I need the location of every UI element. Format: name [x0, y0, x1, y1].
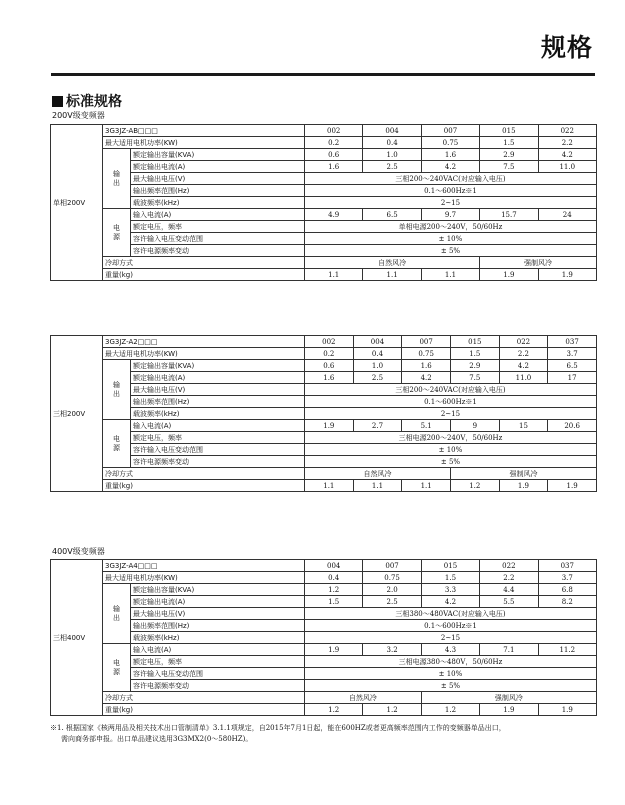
model-code: 015	[450, 336, 499, 348]
out-cur-value: 4.2	[402, 372, 451, 384]
model-code: 022	[499, 336, 548, 348]
table-row	[51, 668, 597, 680]
page-title: 规格	[540, 33, 593, 62]
section-title: 标准规格	[66, 94, 122, 110]
out-cap-value: 1.2	[305, 584, 363, 596]
table-row	[51, 656, 597, 668]
table-row	[51, 456, 597, 468]
max-volt-label: 最大输出电压(V)	[131, 384, 305, 396]
table-row	[51, 480, 597, 492]
in-cur-value: 4.3	[421, 644, 479, 656]
table-3-group-title: 400V级变频器	[52, 547, 105, 556]
table-row	[51, 348, 597, 360]
table-row	[51, 396, 597, 408]
volt-tol-value: ± 10%	[305, 668, 597, 680]
weight-value: 1.1	[305, 480, 354, 492]
model-code: 002	[305, 336, 354, 348]
weight-value: 1.9	[538, 269, 596, 281]
freq-tol-label: 容许电源频率变动	[131, 245, 305, 257]
model-code: 007	[363, 560, 421, 572]
in-cur-value: 15	[499, 420, 548, 432]
in-cur-value: 9.7	[421, 209, 479, 221]
out-cap-value: 0.6	[305, 149, 363, 161]
output-group-label: 输出	[103, 360, 131, 420]
freq-range-value: 0.1～600Hz※1	[305, 620, 597, 632]
volt-tol-value: ± 10%	[305, 233, 597, 245]
table-row	[51, 632, 597, 644]
model-code: 002	[305, 125, 363, 137]
weight-value: 1.1	[402, 480, 451, 492]
out-cur-value: 7.5	[450, 372, 499, 384]
out-cur-value: 5.5	[480, 596, 538, 608]
weight-value: 1.2	[363, 704, 421, 716]
carrier-value: 2~15	[305, 197, 597, 209]
model-code: 037	[548, 336, 597, 348]
table-row	[51, 149, 597, 161]
out-cur-label: 额定输出电流(A)	[131, 161, 305, 173]
carrier-value: 2~15	[305, 408, 597, 420]
in-cur-label: 输入电流(A)	[131, 420, 305, 432]
table-row	[51, 560, 597, 572]
table-row	[51, 233, 597, 245]
model-label: 3G3JZ-A4□□□	[103, 560, 305, 572]
out-cur-value: 1.5	[305, 596, 363, 608]
max-volt-value: 三相200～240VAC(对应输入电压)	[305, 384, 597, 396]
rated-vf-label: 额定电压，频率	[131, 221, 305, 233]
power-value: 0.75	[421, 137, 479, 149]
rated-vf-value: 三相电源380～480V，50/60Hz	[305, 656, 597, 668]
table-row	[51, 245, 597, 257]
cooling-natural: 自然风冷	[305, 468, 451, 480]
power-group-label: 电源	[103, 644, 131, 692]
in-cur-label: 输入电流(A)	[131, 209, 305, 221]
out-cap-value: 3.3	[421, 584, 479, 596]
out-cap-value: 1.0	[353, 360, 402, 372]
table-row	[51, 125, 597, 137]
carrier-label: 载波频率(kHz)	[131, 632, 305, 644]
freq-tol-label: 容许电源频率变动	[131, 680, 305, 692]
weight-value: 1.9	[538, 704, 596, 716]
power-value: 2.2	[499, 348, 548, 360]
cooling-natural: 自然风冷	[305, 692, 422, 704]
cooling-forced: 强制风冷	[480, 257, 597, 269]
in-cur-value: 5.1	[402, 420, 451, 432]
power-value: 1.5	[421, 572, 479, 584]
output-group-label: 输出	[103, 584, 131, 644]
spec-table-single-phase-200v	[50, 124, 597, 281]
out-cap-label: 额定输出容量(KVA)	[131, 360, 305, 372]
max-volt-value: 三相200～240VAC(对应输入电压)	[305, 173, 597, 185]
power-label: 最大适用电机功率(KW)	[103, 348, 305, 360]
weight-label: 重量(kg)	[103, 704, 305, 716]
rated-vf-label: 额定电压，频率	[131, 432, 305, 444]
table-row	[51, 408, 597, 420]
square-bullet-icon	[52, 96, 63, 107]
volt-tol-value: ± 10%	[305, 444, 597, 456]
in-cur-value: 1.9	[305, 420, 354, 432]
cooling-forced: 强制风冷	[421, 692, 596, 704]
table-row	[51, 432, 597, 444]
cooling-forced: 强制风冷	[450, 468, 596, 480]
in-cur-value: 20.6	[548, 420, 597, 432]
freq-tol-value: ± 5%	[305, 245, 597, 257]
volt-tol-label: 容许输入电压变动范围	[131, 444, 305, 456]
out-cur-value: 8.2	[538, 596, 596, 608]
weight-label: 重量(kg)	[103, 269, 305, 281]
power-group-label: 电源	[103, 209, 131, 257]
power-value: 3.7	[538, 572, 596, 584]
freq-range-value: 0.1～600Hz※1	[305, 396, 597, 408]
spec-table-three-phase-200v	[50, 335, 597, 492]
out-cap-value: 4.4	[480, 584, 538, 596]
out-cap-label: 额定输出容量(KVA)	[131, 584, 305, 596]
phase-label: 三相200V	[51, 336, 103, 492]
phase-label: 单相200V	[51, 125, 103, 281]
max-volt-label: 最大输出电压(V)	[131, 173, 305, 185]
table-row	[51, 257, 597, 269]
freq-tol-label: 容许电源频率变动	[131, 456, 305, 468]
table-row	[51, 692, 597, 704]
model-code: 022	[480, 560, 538, 572]
table-row	[51, 584, 597, 596]
out-cap-value: 2.9	[450, 360, 499, 372]
in-cur-value: 4.9	[305, 209, 363, 221]
out-cur-label: 额定输出电流(A)	[131, 596, 305, 608]
out-cap-value: 4.2	[538, 149, 596, 161]
out-cap-value: 1.6	[402, 360, 451, 372]
power-value: 2.2	[480, 572, 538, 584]
output-group-label: 输出	[103, 149, 131, 209]
carrier-label: 载波频率(kHz)	[131, 408, 305, 420]
table-row	[51, 221, 597, 233]
cooling-natural: 自然风冷	[305, 257, 480, 269]
weight-label: 重量(kg)	[103, 480, 305, 492]
table-1-group-title: 200V级变频器	[52, 111, 105, 120]
out-cap-value: 0.6	[305, 360, 354, 372]
footnote	[50, 723, 610, 745]
power-value: 0.4	[363, 137, 421, 149]
power-value: 0.2	[305, 137, 363, 149]
table-row	[51, 680, 597, 692]
out-cap-value: 1.0	[363, 149, 421, 161]
power-value: 0.75	[363, 572, 421, 584]
weight-value: 1.2	[421, 704, 479, 716]
power-label: 最大适用电机功率(KW)	[103, 572, 305, 584]
weight-value: 1.9	[480, 269, 538, 281]
model-label: 3G3JZ-AB□□□	[103, 125, 305, 137]
table-row	[51, 704, 597, 716]
out-cur-label: 额定输出电流(A)	[131, 372, 305, 384]
out-cur-value: 7.5	[480, 161, 538, 173]
model-code: 004	[305, 560, 363, 572]
weight-value: 1.2	[450, 480, 499, 492]
footnote-line-1: ※1. 根据国家《核两用品及相关技术出口管制清单》3.1.1项规定，自2015年7月1日起，能在600HZ或者更高频率范围内工作的变频器单品出口，	[50, 724, 506, 732]
table-row	[51, 572, 597, 584]
out-cap-value: 1.6	[421, 149, 479, 161]
out-cur-value: 11.0	[499, 372, 548, 384]
out-cur-value: 17	[548, 372, 597, 384]
freq-tol-value: ± 5%	[305, 456, 597, 468]
power-value: 0.75	[402, 348, 451, 360]
table-row	[51, 596, 597, 608]
table-row	[51, 161, 597, 173]
table-row	[51, 644, 597, 656]
freq-range-label: 输出频率范围(Hz)	[131, 620, 305, 632]
out-cap-label: 额定输出容量(KVA)	[131, 149, 305, 161]
table-row	[51, 620, 597, 632]
weight-value: 1.9	[480, 704, 538, 716]
model-code: 007	[421, 125, 479, 137]
table-row	[51, 336, 597, 348]
weight-value: 1.1	[353, 480, 402, 492]
out-cur-value: 4.2	[421, 161, 479, 173]
freq-range-value: 0.1～600Hz※1	[305, 185, 597, 197]
model-code: 022	[538, 125, 596, 137]
out-cur-value: 1.6	[305, 372, 354, 384]
rated-vf-value: 单相电源200～240V，50/60Hz	[305, 221, 597, 233]
cooling-label: 冷却方式	[103, 257, 305, 269]
footnote-line-2: 需向商务部申报。出口单品建议选用3G3MX2(0～580HZ)。	[61, 735, 253, 743]
phase-label: 三相400V	[51, 560, 103, 716]
model-code: 015	[421, 560, 479, 572]
out-cur-value: 2.5	[363, 161, 421, 173]
table-row	[51, 372, 597, 384]
power-group-label: 电源	[103, 420, 131, 468]
out-cur-value: 4.2	[421, 596, 479, 608]
max-volt-value: 三相380～480VAC(对应输入电压)	[305, 608, 597, 620]
freq-tol-value: ± 5%	[305, 680, 597, 692]
table-row	[51, 444, 597, 456]
model-code: 004	[363, 125, 421, 137]
weight-value: 1.1	[305, 269, 363, 281]
power-value: 1.5	[480, 137, 538, 149]
rated-vf-label: 额定电压，频率	[131, 656, 305, 668]
weight-value: 1.1	[421, 269, 479, 281]
table-row	[51, 197, 597, 209]
freq-range-label: 输出频率范围(Hz)	[131, 396, 305, 408]
out-cap-value: 2.0	[363, 584, 421, 596]
out-cur-value: 11.0	[538, 161, 596, 173]
weight-value: 1.9	[499, 480, 548, 492]
table-row	[51, 185, 597, 197]
in-cur-value: 9	[450, 420, 499, 432]
cooling-label: 冷却方式	[103, 692, 305, 704]
out-cap-value: 6.5	[548, 360, 597, 372]
table-row	[51, 384, 597, 396]
max-volt-label: 最大输出电压(V)	[131, 608, 305, 620]
power-label: 最大适用电机功率(KW)	[103, 137, 305, 149]
carrier-label: 载波频率(kHz)	[131, 197, 305, 209]
in-cur-value: 3.2	[363, 644, 421, 656]
volt-tol-label: 容许输入电压变动范围	[131, 233, 305, 245]
table-row	[51, 269, 597, 281]
table-row	[51, 173, 597, 185]
in-cur-value: 24	[538, 209, 596, 221]
model-code: 015	[480, 125, 538, 137]
in-cur-value: 7.1	[480, 644, 538, 656]
out-cap-value: 4.2	[499, 360, 548, 372]
table-row	[51, 209, 597, 221]
spec-table-three-phase-400v	[50, 559, 597, 716]
weight-value: 1.2	[305, 704, 363, 716]
model-code: 004	[353, 336, 402, 348]
model-label: 3G3JZ-A2□□□	[103, 336, 305, 348]
in-cur-label: 输入电流(A)	[131, 644, 305, 656]
carrier-value: 2~15	[305, 632, 597, 644]
rated-vf-value: 三相电源200～240V，50/60Hz	[305, 432, 597, 444]
power-value: 0.4	[353, 348, 402, 360]
table-row	[51, 468, 597, 480]
volt-tol-label: 容许输入电压变动范围	[131, 668, 305, 680]
out-cap-value: 2.9	[480, 149, 538, 161]
section-heading	[52, 91, 122, 111]
power-value: 0.2	[305, 348, 354, 360]
freq-range-label: 输出频率范围(Hz)	[131, 185, 305, 197]
in-cur-value: 11.2	[538, 644, 596, 656]
weight-value: 1.1	[363, 269, 421, 281]
in-cur-value: 1.9	[305, 644, 363, 656]
power-value: 0.4	[305, 572, 363, 584]
power-value: 2.2	[538, 137, 596, 149]
table-row	[51, 608, 597, 620]
weight-value: 1.9	[548, 480, 597, 492]
out-cur-value: 1.6	[305, 161, 363, 173]
table-row	[51, 420, 597, 432]
out-cur-value: 2.5	[353, 372, 402, 384]
in-cur-value: 2.7	[353, 420, 402, 432]
out-cap-value: 6.8	[538, 584, 596, 596]
in-cur-value: 15.7	[480, 209, 538, 221]
model-code: 007	[402, 336, 451, 348]
cooling-label: 冷却方式	[103, 468, 305, 480]
model-code: 037	[538, 560, 596, 572]
out-cur-value: 2.5	[363, 596, 421, 608]
title-rule	[51, 73, 595, 76]
power-value: 1.5	[450, 348, 499, 360]
in-cur-value: 6.5	[363, 209, 421, 221]
table-row	[51, 360, 597, 372]
power-value: 3.7	[548, 348, 597, 360]
table-row	[51, 137, 597, 149]
